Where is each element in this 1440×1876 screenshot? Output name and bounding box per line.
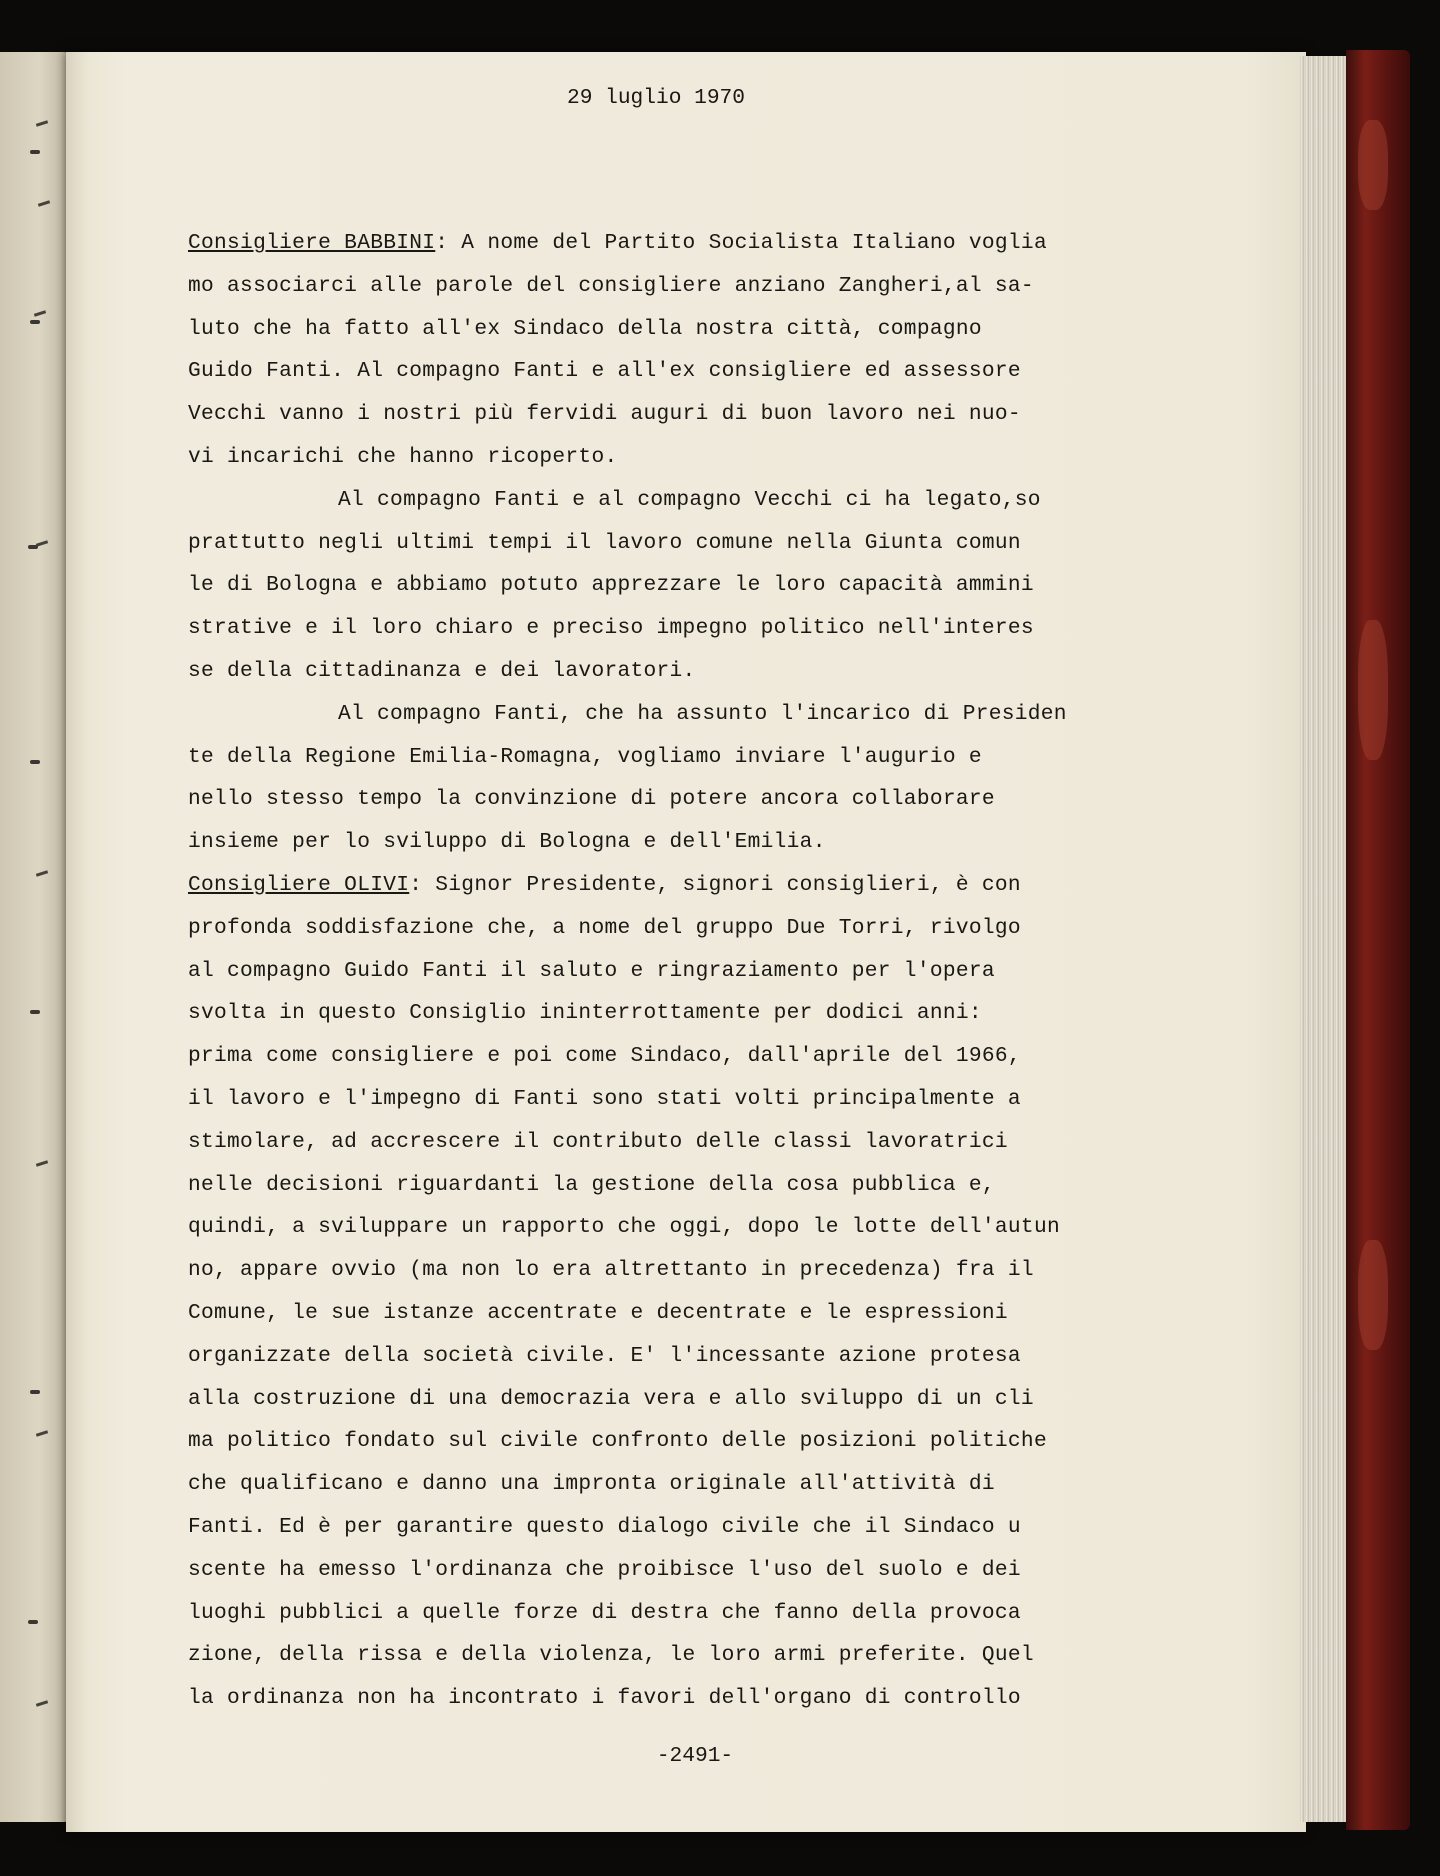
text-line: nelle decisioni riguardanti la gestione della cosa pubblica e, xyxy=(188,1172,995,1197)
text-line: zione, della rissa e della violenza, le loro armi preferite. Quel xyxy=(188,1643,1034,1668)
text-line: strative e il loro chiaro e preciso impegno politico nell'interes xyxy=(188,616,1034,641)
text-line: prattutto negli ultimi tempi il lavoro comune nella Giunta comun xyxy=(188,530,1021,555)
text-line: profonda soddisfazione che, a nome del gruppo Due Torri, rivolgo xyxy=(188,915,1021,940)
text-line: organizzate della società civile. E' l'incessante azione protesa xyxy=(188,1343,1021,1368)
text-line: stimolare, ad accrescere il contributo delle classi lavoratrici xyxy=(188,1129,1008,1154)
text-line: Al compagno Fanti e al compagno Vecchi ci ha legato,so xyxy=(338,487,1041,512)
text-line: no, appare ovvio (ma non lo era altrettanto in precedenza) fra il xyxy=(188,1258,1034,1283)
text-line: le di Bologna e abbiamo potuto apprezzare le loro capacità ammini xyxy=(188,573,1034,598)
page-number: -2491- xyxy=(656,1744,734,1768)
cover-marbling xyxy=(1358,620,1388,760)
text-line: nello stesso tempo la convinzione di potere ancora collaborare xyxy=(188,787,995,812)
previous-page-edge xyxy=(0,52,70,1822)
text-line: svolta in questo Consiglio ininterrottamente per dodici anni: xyxy=(188,1001,982,1026)
text-line: prima come consigliere e poi come Sindaco, dall'aprile del 1966, xyxy=(188,1044,1021,1069)
text-line: Guido Fanti. Al compagno Fanti e all'ex consigliere ed assessore xyxy=(188,359,1021,384)
text-line: luoghi pubblici a quelle forze di destra che fanno della provoca xyxy=(188,1600,1021,1625)
text-line: vi incarichi che hanno ricoperto. xyxy=(188,444,618,469)
cover-marbling xyxy=(1358,120,1388,210)
text-line: Al compagno Fanti, che ha assunto l'incarico di Presiden xyxy=(338,701,1067,726)
text-line: ma politico fondato sul civile confronto delle posizioni politiche xyxy=(188,1429,1047,1454)
text-line: che qualificano e danno una impronta originale all'attività di xyxy=(188,1472,995,1497)
text-line: mo associarci alle parole del consigliere anziano Zangheri,al sa- xyxy=(188,273,1034,298)
text-line: Fanti. Ed è per garantire questo dialogo civile che il Sindaco u xyxy=(188,1514,1021,1539)
page-date: 29 luglio 1970 xyxy=(566,86,745,110)
speaker-name: Consigliere OLIVI xyxy=(188,872,410,897)
text-line: alla costruzione di una democrazia vera e allo sviluppo di un cli xyxy=(188,1386,1034,1411)
text-line: Consigliere OLIVI: Signor Presidente, signori consiglieri, è con xyxy=(188,872,1021,897)
book-cover-edge xyxy=(1346,50,1410,1830)
text-line: insieme per lo sviluppo di Bologna e dell'Emilia. xyxy=(188,830,826,855)
speaker-name: Consigliere BABBINI xyxy=(188,231,436,255)
text-line: il lavoro e l'impegno di Fanti sono stati volti principalmente a xyxy=(188,1086,1021,1111)
cover-marbling xyxy=(1358,1240,1388,1350)
text-line: la ordinanza non ha incontrato i favori dell'organo di controllo xyxy=(188,1686,1021,1711)
text-line: scente ha emesso l'ordinanza che proibisce l'uso del suolo e dei xyxy=(188,1557,1021,1582)
text-line: Consigliere BABBINI: A nome del Partito Socialista Italiano voglia xyxy=(188,231,1047,255)
text-line: al compagno Guido Fanti il saluto e ringraziamento per l'opera xyxy=(188,958,995,983)
text-line: te della Regione Emilia-Romagna, vogliamo inviare l'augurio e xyxy=(188,744,982,769)
document-body xyxy=(188,222,1288,1720)
text-line: se della cittadinanza e dei lavoratori. xyxy=(188,658,696,683)
text-line: Vecchi vanno i nostri più fervidi auguri di buon lavoro nei nuo- xyxy=(188,402,1021,427)
page-stack-edge xyxy=(1300,56,1346,1822)
text-line: Comune, le sue istanze accentrate e decentrate e le espressioni xyxy=(188,1300,1008,1325)
text-line: quindi, a sviluppare un rapporto che oggi, dopo le lotte dell'autun xyxy=(188,1215,1060,1240)
text-line: luto che ha fatto all'ex Sindaco della nostra città, compagno xyxy=(188,316,982,341)
